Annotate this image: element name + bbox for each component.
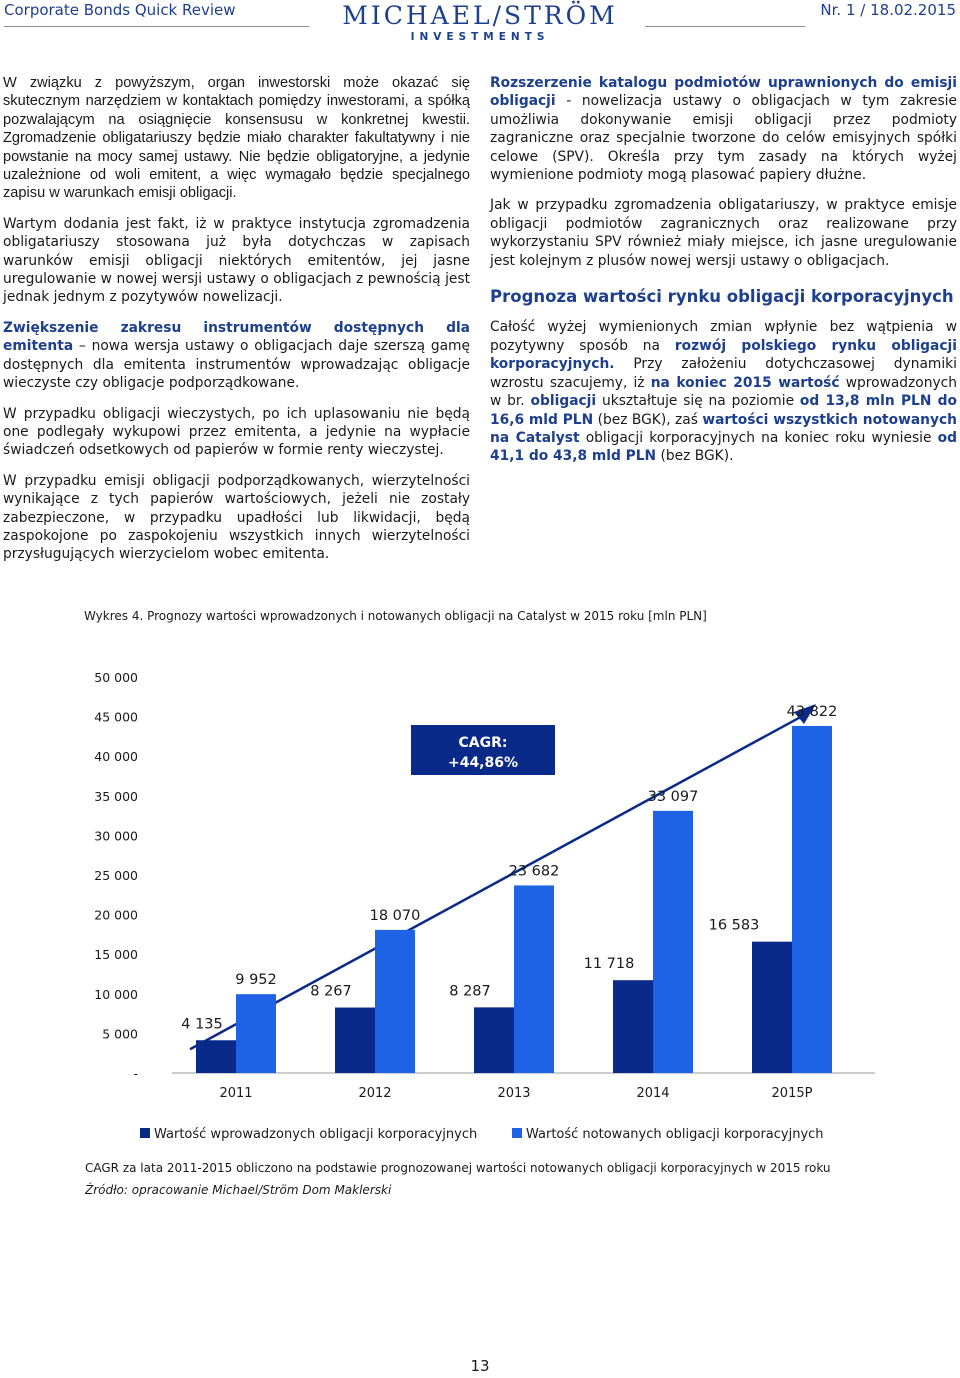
- x-tick-label: 2011: [219, 1086, 253, 1101]
- data-label-wprowadzone: 11 718: [583, 956, 635, 973]
- data-label-notowane: 33 097: [647, 788, 699, 805]
- cagr-note: CAGR za lata 2011-2015 obliczono na podstawie prognozowanej wartości notowanych obligacji korporacyjnych w 2015 roku: [85, 1161, 831, 1175]
- paragraph-issuers-catalogue: [490, 74, 957, 184]
- bar-wprowadzone-2015P: [752, 942, 792, 1073]
- header-rule-right: [645, 26, 805, 27]
- data-label-notowane: 9 952: [235, 972, 277, 989]
- y-tick-label: 20 000: [94, 907, 138, 923]
- text-run: (bez BGK), zaś: [593, 411, 703, 428]
- header-rule-left: [4, 26, 309, 27]
- y-tick-label: 45 000: [94, 709, 138, 725]
- paragraph-investor-body: [3, 74, 470, 203]
- bar-notowane-2013: [514, 885, 554, 1073]
- paragraph-subordinated-bonds: W przypadku emisji obligacji podporządkowanych, wierzytelności wynikające z tych papierów wartościowych, jeżeli nie zostały zabezpieczone, w przypadku upadłości lub likwidacji, będą zaspokojone po zaspokojeniu wszystkich innych wierzytelności przysługujących wierzycielom wobec emitenta.: [3, 472, 470, 563]
- text-run-bold: rozwój polskiego rynku obligacji korporacyjnych.: [490, 337, 957, 373]
- text-run: Całość wyżej wymienionych zmian wpłynie bez wątpienia w pozytywny sposób na: [490, 319, 957, 354]
- bar-wprowadzone-2011: [196, 1040, 236, 1073]
- data-label-notowane: 43 822: [786, 703, 838, 720]
- x-tick-label: 2015P: [771, 1086, 813, 1101]
- legend-swatch-notowane: [512, 1128, 522, 1138]
- y-tick-label: 35 000: [94, 788, 138, 804]
- paragraph-perpetual-bonds: W przypadku obligacji wieczystych, po ich uplasowaniu nie będą one podlegały wykupowi przez emitenta, a jedynie na wypłacie świadczeń odsetkowych od papierów w formie renty wieczystej.: [3, 405, 470, 459]
- x-tick-label: 2012: [358, 1086, 392, 1101]
- figure-caption: Wykres 4. Prognozy wartości wprowadzonych i notowanych obligacji na Catalyst w 2015 roku [mln PLN]: [84, 609, 707, 623]
- y-tick-label: 5 000: [102, 1026, 138, 1042]
- right-text-column: [490, 74, 957, 478]
- text-run-bold: od 13,8 mln PLN do 16,6 mld PLN: [490, 393, 957, 428]
- y-tick-label: 30 000: [94, 828, 138, 844]
- text-run: ukształtuje się na poziomie: [596, 393, 800, 410]
- page-number: 13: [470, 1357, 490, 1375]
- x-tick-label: 2014: [636, 1086, 670, 1101]
- paragraph-text: W związku z powyższym, organ inwestorski może okazać się skutecznym narzędziem w kontaktach pomiędzy inwestorami, a spółką pozwalającym na osiągnięcie konsensusu w konkretnej kwestii. Zgromadzenie obligatariuszy będzie miało charakter fakultatywny i nie powstanie na mocy samej ustawy.: [3, 75, 470, 165]
- michael-strom-logo: [340, 2, 620, 43]
- paragraph-text-cont: Nie będzie obligatoryjne, a jedynie uzależnione od woli emitent, a więc wymagało będzie specjalnego zapisu w warunkach emisji obligacji.: [3, 148, 470, 202]
- paragraph-instruments: [3, 319, 470, 393]
- data-label-wprowadzone: 16 583: [708, 917, 760, 934]
- paragraph-rest: – nowa wersja ustawy o obligacjach daje szerszą gamę dostępnych dla emitenta instrumentów wprowadzając obligacje wieczyste czy obligacje podporządkowane.: [3, 338, 470, 392]
- paragraph-forecast: [490, 318, 957, 465]
- y-tick-label: 40 000: [94, 749, 138, 765]
- y-tick-label: 10 000: [94, 986, 138, 1002]
- data-label-wprowadzone: 4 135: [181, 1016, 223, 1033]
- text-run-bold: obligacji: [530, 393, 597, 410]
- text-run-bold: wartości wszystkich notowanych na Catalyst: [490, 411, 957, 446]
- text-run-bold: na koniec 2015 wartość: [650, 374, 840, 391]
- logo-sub-text: INVESTMENTS: [410, 31, 550, 43]
- legend-swatch-wprowadzone: [140, 1128, 150, 1138]
- data-label-wprowadzone: 8 267: [310, 983, 352, 1000]
- text-run: (bez BGK).: [656, 448, 734, 465]
- paragraph-lead-bold: Zwiększenie zakresu instrumentów dostępnych dla emitenta: [3, 319, 470, 355]
- data-label-notowane: 18 070: [369, 907, 421, 924]
- legend-label-notowane: Wartość notowanych obligacji korporacyjnych: [526, 1127, 824, 1142]
- logo-main-text: MICHAEL/STRÖM: [342, 1, 618, 30]
- bar-notowane-2011: [236, 994, 276, 1073]
- section-heading: Prognoza wartości rynku obligacji korporacyjnych: [490, 287, 954, 307]
- bond-forecast-bar-chart: [80, 655, 880, 1155]
- text-run: obligacji korporacyjnych na koniec roku wyniesie: [579, 429, 938, 446]
- bar-wprowadzone-2013: [474, 1007, 514, 1073]
- y-tick-label: 50 000: [94, 670, 138, 685]
- text-run: Przy założeniu dotychczasowej dynamiki wzrostu szacujemy, iż: [490, 356, 957, 391]
- x-tick-label: 2013: [497, 1086, 531, 1101]
- data-label-notowane: 23 682: [508, 863, 560, 880]
- paragraph-foreign-spv: Jak w przypadku zgromadzenia obligatariuszy, w praktyce emisje obligacji podmiotów zagranicznych oraz realizowane przy wykorzystaniu SPV również miały miejsce, ich jasne uregulowanie jest kolejnym z plusów nowej wersji ustawy o obligacjach.: [490, 197, 957, 269]
- y-tick-label: 25 000: [94, 868, 138, 883]
- y-tick-label: -: [133, 1066, 138, 1081]
- paragraph-rest: - nowelizacja ustawy o obligacjach w tym zakresie umożliwia dokonywanie emisji obligacji przez podmioty zagraniczne oraz specjalnie tworzone do celów emisyjnych spółki celowe (SPV). Określa przy tym zasady na których wyżej wymienione podmioty mogą plasować papiery dłużne.: [490, 93, 957, 184]
- cagr-label: CAGR:: [458, 735, 508, 751]
- text-run: wprowadzonych w br.: [490, 374, 957, 410]
- left-text-column: [3, 74, 470, 576]
- data-label-wprowadzone: 8 287: [449, 983, 491, 1000]
- text-run-bold: od 41,1 do 43,8 mld PLN: [490, 429, 957, 465]
- source-note: Źródło: opracowanie Michael/Ström Dom Maklerski: [85, 1183, 392, 1197]
- bar-wprowadzone-2014: [613, 980, 653, 1073]
- publication-title: Corporate Bonds Quick Review: [4, 1, 236, 19]
- bar-notowane-2014: [653, 811, 693, 1073]
- bar-notowane-2015P: [792, 726, 832, 1073]
- paragraph-practice: Wartym dodania jest fakt, iż w praktyce instytucja zgromadzenia obligatariuszy stosowana już była dotychczas w zapisach warunków emisji obligacji niektórych emitentów, jej jasne uregulowanie w nowej wersji ustawy o obligacjach z pewnością jest jednak jednym z pozytywów nowelizacji.: [3, 215, 470, 306]
- bar-notowane-2012: [375, 930, 415, 1073]
- issue-number: Nr. 1 / 18.02.2015: [820, 1, 956, 19]
- y-tick-label: 15 000: [94, 947, 138, 963]
- cagr-value: +44,86%: [447, 755, 519, 771]
- bar-wprowadzone-2012: [335, 1008, 375, 1073]
- paragraph-lead-bold: Rozszerzenie katalogu podmiotów uprawnionych do emisji obligacji: [490, 75, 957, 110]
- legend-label-wprowadzone: Wartość wprowadzonych obligacji korporacyjnych: [154, 1127, 478, 1142]
